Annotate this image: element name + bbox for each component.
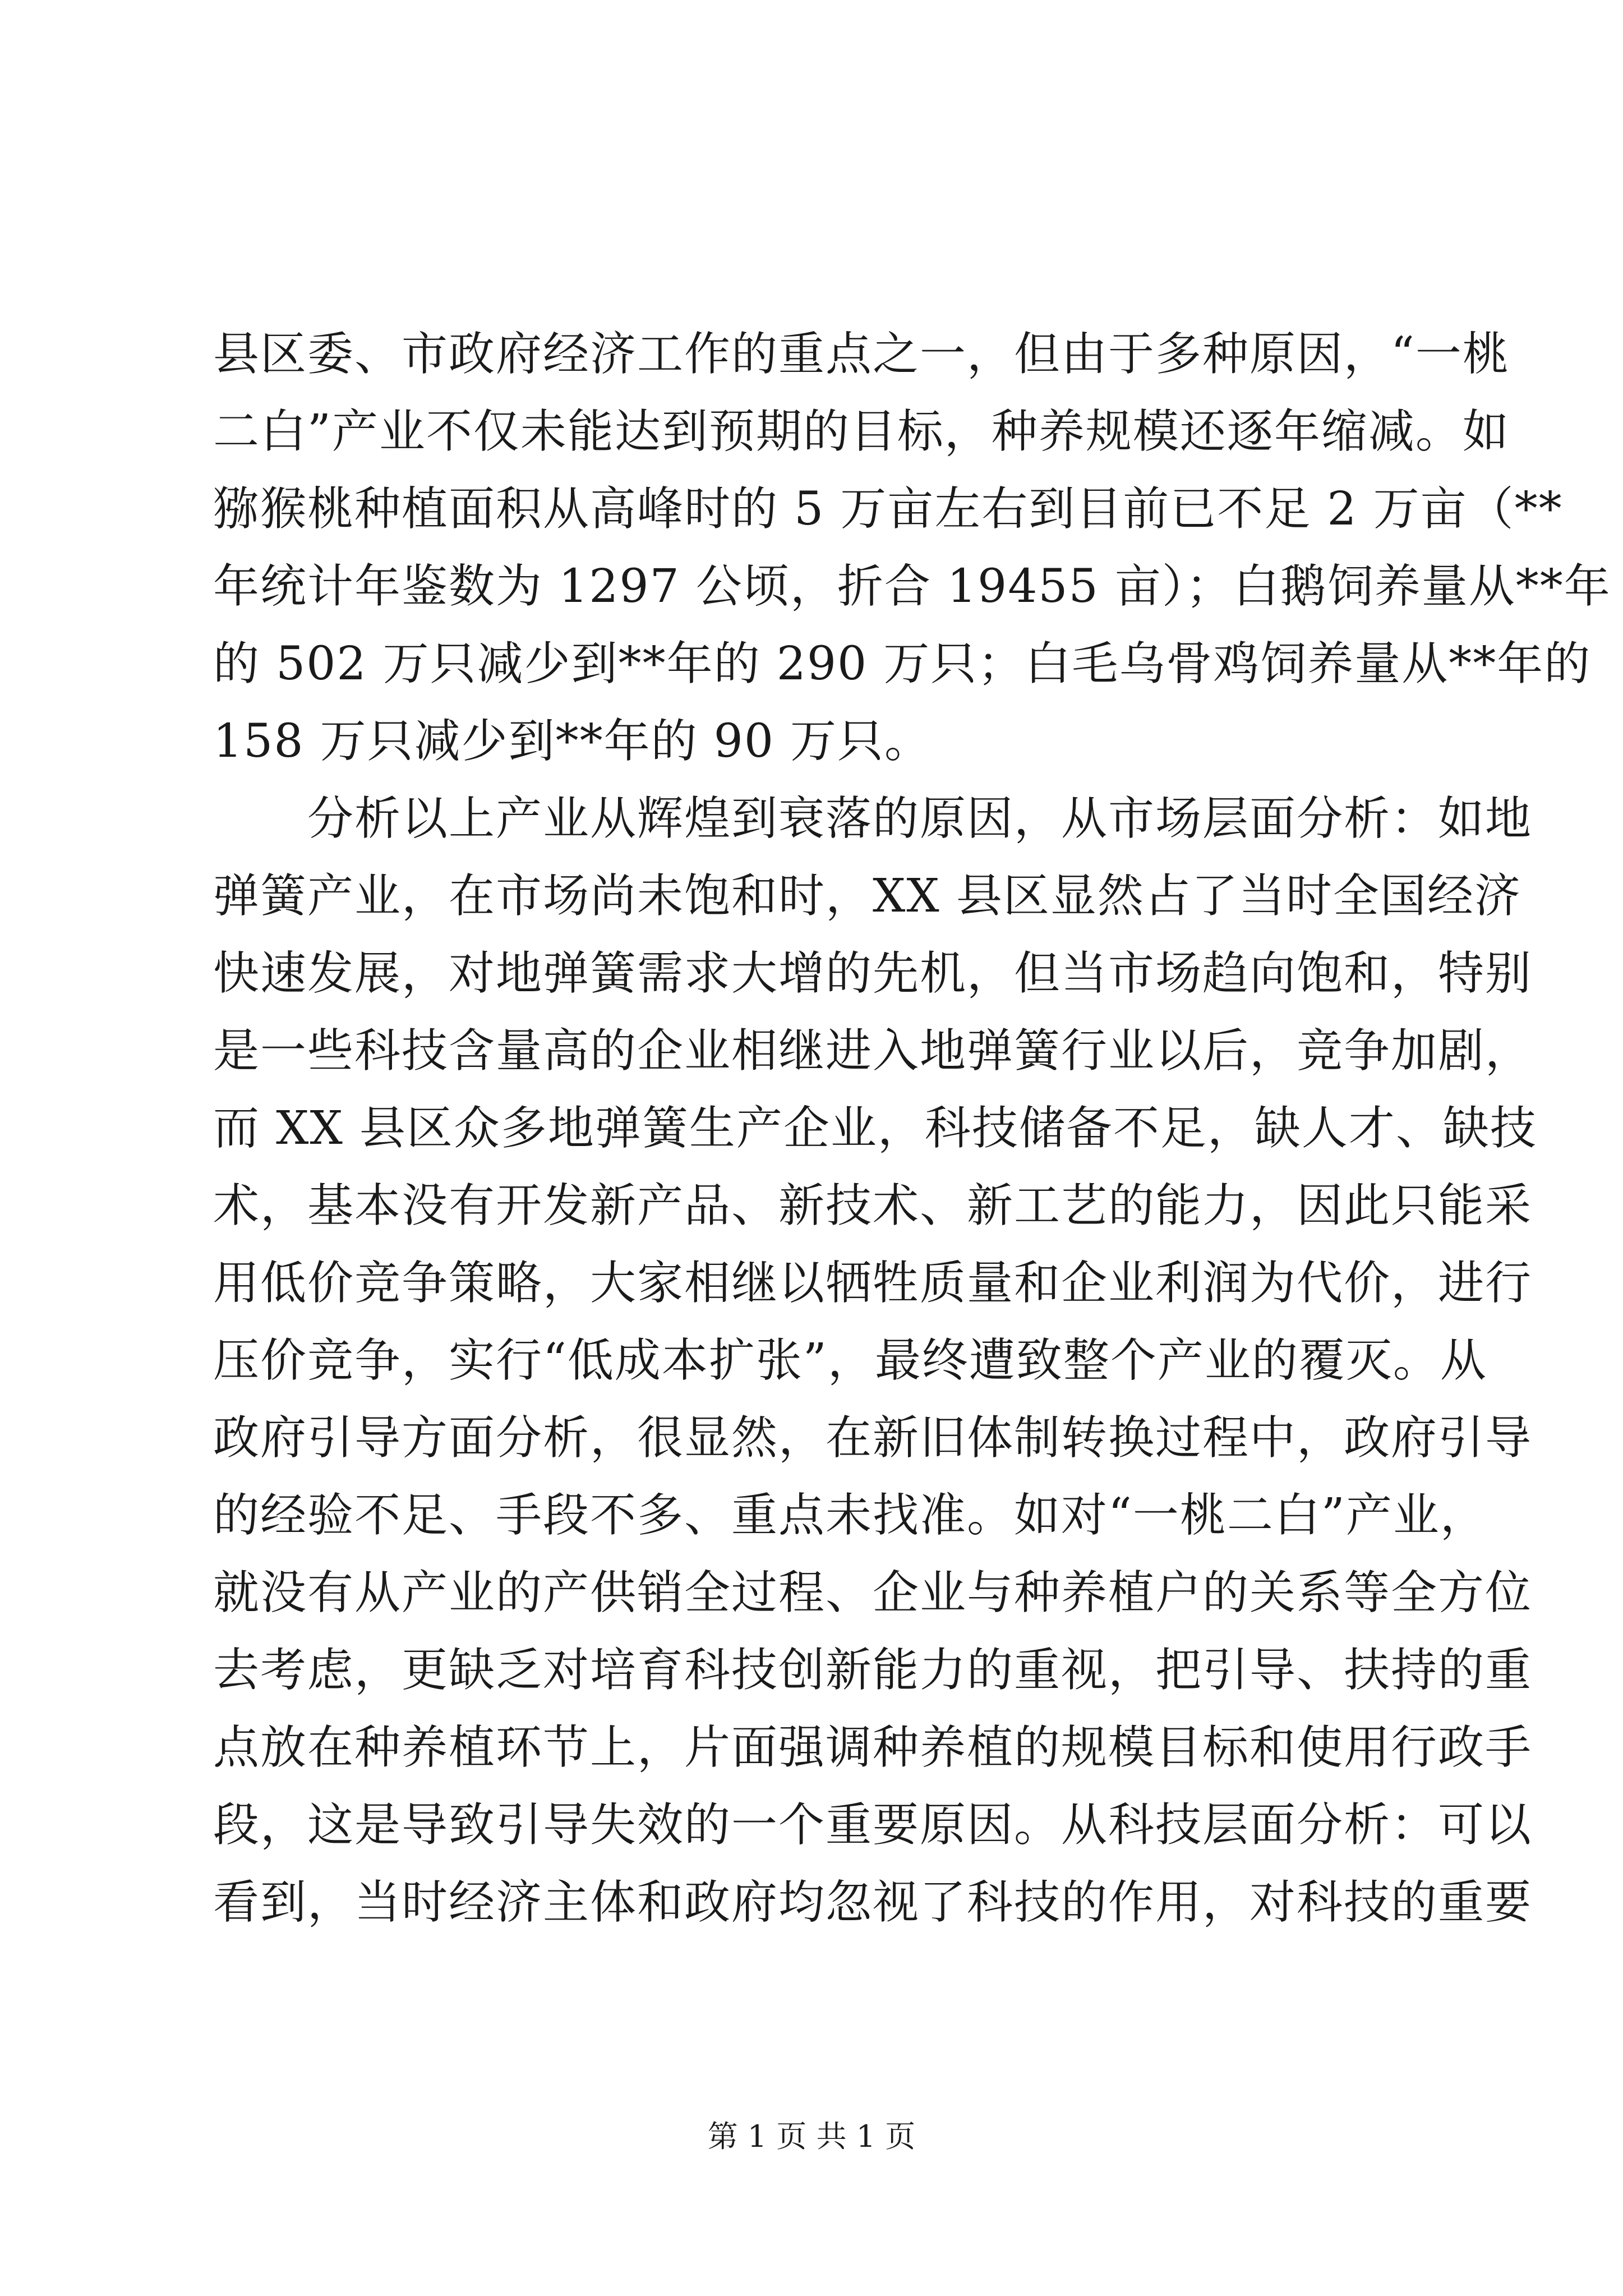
body-text-line: 而 XX 县区众多地弹簧生产企业，科技储备不足，缺人才、缺技 [213,1102,1537,1155]
body-text-line: 158 万只减少到**年的 90 万只。 [213,715,932,768]
body-text-line: 术，基本没有开发新产品、新技术、新工艺的能力，因此只能采 [213,1179,1533,1232]
body-text-line: 压价竞争，实行“低成本扩张”，最终遭致整个产业的覆灭。从 [213,1334,1487,1387]
body-text-line: 是一些科技含量高的企业相继进入地弹簧行业以后，竞争加剧， [213,1024,1533,1078]
body-text-line: 政府引导方面分析，很显然，在新旧体制转换过程中，政府引导 [213,1411,1533,1465]
body-text-line: 的 502 万只减少到**年的 290 万只；白毛乌骨鸡饲养量从**年的 [213,637,1592,691]
body-text-line: 点放在种养植环节上，片面强调种养植的规模目标和使用行政手 [213,1721,1533,1774]
body-text-line: 去考虑，更缺乏对培育科技创新能力的重视，把引导、扶持的重 [213,1644,1533,1697]
page-number-footer: 第 1 页 共 1 页 [707,2119,916,2154]
body-text-line: 猕猴桃种植面积从高峰时的 5 万亩左右到目前已不足 2 万亩（** [213,482,1563,536]
body-text-line: 年统计年鉴数为 1297 公顷，折合 19455 亩）；白鹅饲养量从**年 [213,560,1611,613]
body-text-line: 用低价竞争策略，大家相继以牺牲质量和企业利润为代价，进行 [213,1257,1533,1310]
body-text-line: 看到，当时经济主体和政府均忽视了科技的作用，对科技的重要 [213,1876,1533,1929]
body-text-line: 就没有从产业的产供销全过程、企业与种养植户的关系等全方位 [213,1566,1533,1619]
body-text-line: 二白”产业不仅未能达到预期的目标，种养规模还逐年缩减。如 [213,405,1510,458]
body-text-line: 县区委、市政府经济工作的重点之一，但由于多种原因，“一桃 [213,328,1510,381]
body-text-line: 段，这是导致引导失效的一个重要原因。从科技层面分析：可以 [213,1798,1533,1852]
body-text-line: 的经验不足、手段不多、重点未找准。如对“一桃二白”产业， [213,1489,1487,1542]
paragraph-start-line: 分析以上产业从辉煌到衰落的原因，从市场层面分析：如地 [307,792,1533,845]
body-text-line: 快速发展，对地弹簧需求大增的先机，但当市场趋向饱和，特别 [213,947,1533,1000]
body-text-line: 弹簧产业，在市场尚未饱和时，XX 县区显然占了当时全国经济 [213,869,1521,923]
